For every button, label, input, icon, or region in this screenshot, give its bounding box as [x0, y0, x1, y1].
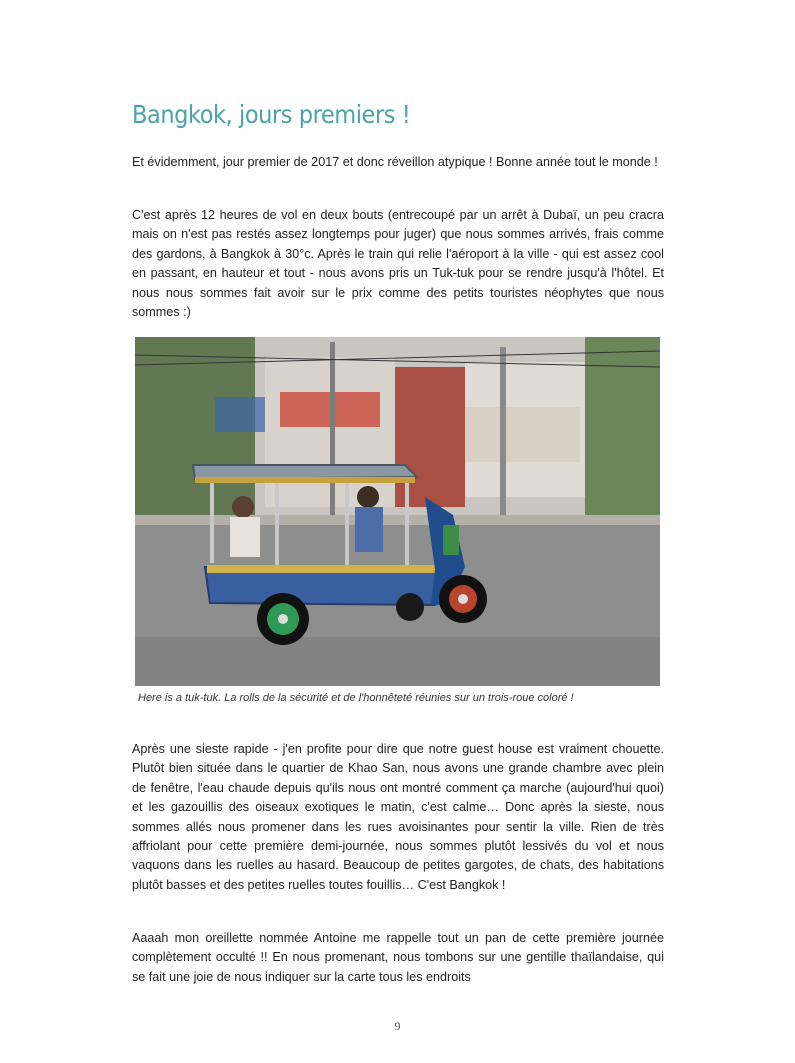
- photo-caption: Here is a tuk-tuk. La rolls de la sécurité et de l'honnêteté réunies sur un trois-roue coloré !: [138, 692, 574, 704]
- paragraph-intro: Et évidemment, jour premier de 2017 et donc réveillon atypique ! Bonne année tout le monde !: [132, 155, 658, 169]
- paragraph-guest-house: Après une sieste rapide - j'en profite pour dire que notre guest house est vraiment chouette. Plutôt bien située dans le quartier de Khao San, nous avons une grande chambre avec plein de fenêtre, l'eau chaude depuis qu'ils nous ont montré comment ça marche (aujourd'hui quoi) et les gazouillis des oiseaux exotiques le matin, c'est calme… Donc après la sieste, nous sommes allés nous promener dans les rues avoisinantes pour sentir la ville. Rien de très affriolant pour cette première demi-journée, nous sommes plutôt lessivés du vol et nous vaquons dans les ruelles au hasard. Beaucoup de petites gargotes, de chats, des habitations plutôt basses et des petites ruelles toutes fouillis… C'est Bangkok !: [132, 742, 664, 892]
- paragraph-arrival: C'est après 12 heures de vol en deux bouts (entrecoupé par un arrêt à Dubaï, un peu cracra mais on n'est pas restés assez longtemps pour juger) que nous sommes arrivés, frais comme des gardons, à Bangkok à 30°c. Après le train qui relie l'aéroport à la ville - qui est assez cool en passant, en hauteur et tout - nous avons pris un Tuk-tuk pour se rendre jusqu'à l'hôtel. Et nous nous sommes fait avoir sur le prix comme des petits touristes néophytes que nous sommes :): [132, 208, 664, 320]
- page-title: Bangkok, jours premiers !: [132, 100, 411, 129]
- tuk-tuk-photo: [135, 337, 660, 686]
- page-number: 9: [394, 1019, 401, 1033]
- paragraph-antoine: Aaaah mon oreillette nommée Antoine me rappelle tout un pan de cette première journée complètement occulté !! En nous promenant, nous tombons sur une gentille thaïlandaise, qui se fait une joie de nous indiquer sur la carte tous les endroits: [132, 931, 664, 984]
- tuk-tuk-illustration: [135, 337, 660, 686]
